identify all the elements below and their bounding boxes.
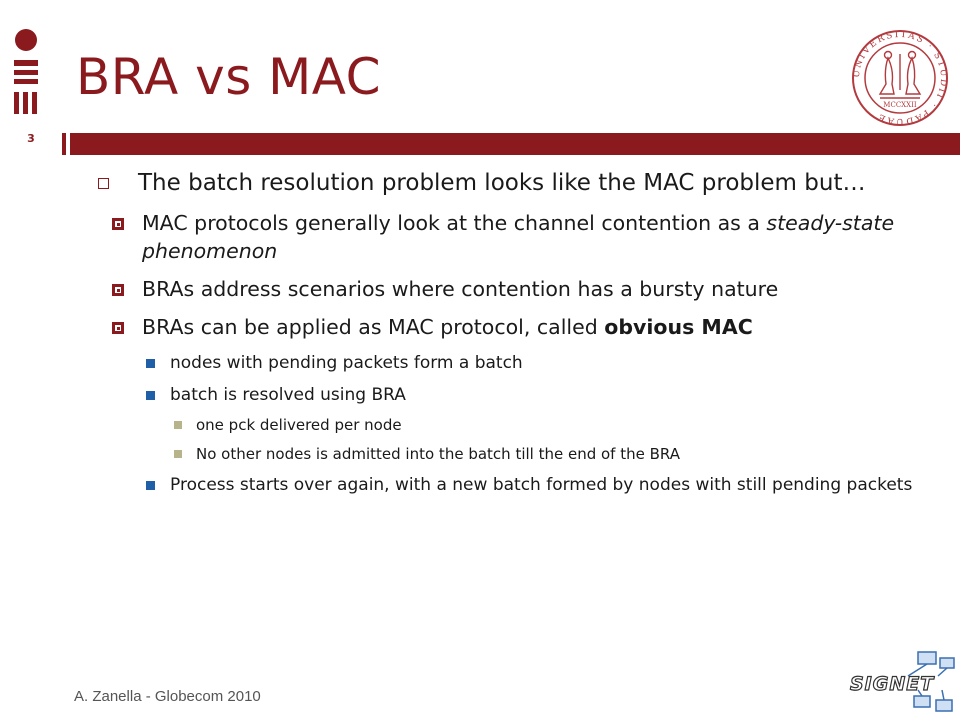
signet-text: SIGNET — [850, 673, 935, 695]
filled-square-bullet-icon — [146, 481, 155, 490]
slide-number: 3 — [27, 132, 35, 145]
bullet-text: batch is resolved using BRA — [170, 385, 406, 405]
bullet-text: one pck delivered per node — [196, 416, 402, 434]
bullet-text: The batch resolution problem looks like the MAC problem but… — [138, 170, 866, 196]
square-bullet-icon — [112, 284, 124, 296]
bullet-text: BRAs address scenarios where contention has a bursty nature — [142, 277, 779, 301]
bullet-text: MAC protocols generally look at the channel contention as a — [142, 211, 767, 235]
bullet-level3 — [98, 383, 928, 407]
small-square-bullet-icon — [174, 450, 182, 458]
bullet-text: nodes with pending packets form a batch — [170, 353, 523, 373]
university-seal-icon — [850, 28, 950, 128]
bullet-emphasis: obvious MAC — [604, 315, 753, 339]
filled-square-bullet-icon — [146, 391, 155, 400]
bullet-level2 — [98, 313, 928, 341]
bullet-level2 — [98, 275, 928, 303]
seal-year: MCCXXII — [883, 101, 917, 109]
bullet-text: BRAs can be applied as MAC protocol, called — [142, 315, 605, 339]
filled-square-bullet-icon — [146, 359, 155, 368]
university-mark-icon — [8, 26, 44, 126]
bullet-text: Process starts over again, with a new batch formed by nodes with still pending packets — [170, 475, 913, 495]
slide-title: BRA vs MAC — [76, 48, 382, 106]
bullet-level3 — [98, 351, 928, 375]
bullet-level4 — [98, 415, 928, 435]
small-square-bullet-icon — [174, 421, 182, 429]
bullet-level3 — [98, 473, 928, 497]
slide-footer: A. Zanella - Globecom 2010 — [74, 688, 261, 705]
bullet-level4 — [98, 444, 928, 464]
hollow-square-bullet-icon — [98, 178, 109, 189]
bullet-emphasis: steady-state phenomenon — [142, 211, 895, 263]
bullet-level1 — [98, 168, 928, 199]
seal-text: UNIVERSITAS · STUDII · PADUAE — [851, 29, 949, 127]
signet-logo-icon — [848, 648, 956, 716]
slide-content — [98, 168, 928, 505]
header-bar — [70, 133, 960, 155]
header-bar-accent — [62, 133, 66, 155]
square-bullet-icon — [112, 322, 124, 334]
square-bullet-icon — [112, 218, 124, 230]
bullet-level2 — [98, 209, 928, 265]
bullet-text: No other nodes is admitted into the batch till the end of the BRA — [196, 445, 680, 463]
